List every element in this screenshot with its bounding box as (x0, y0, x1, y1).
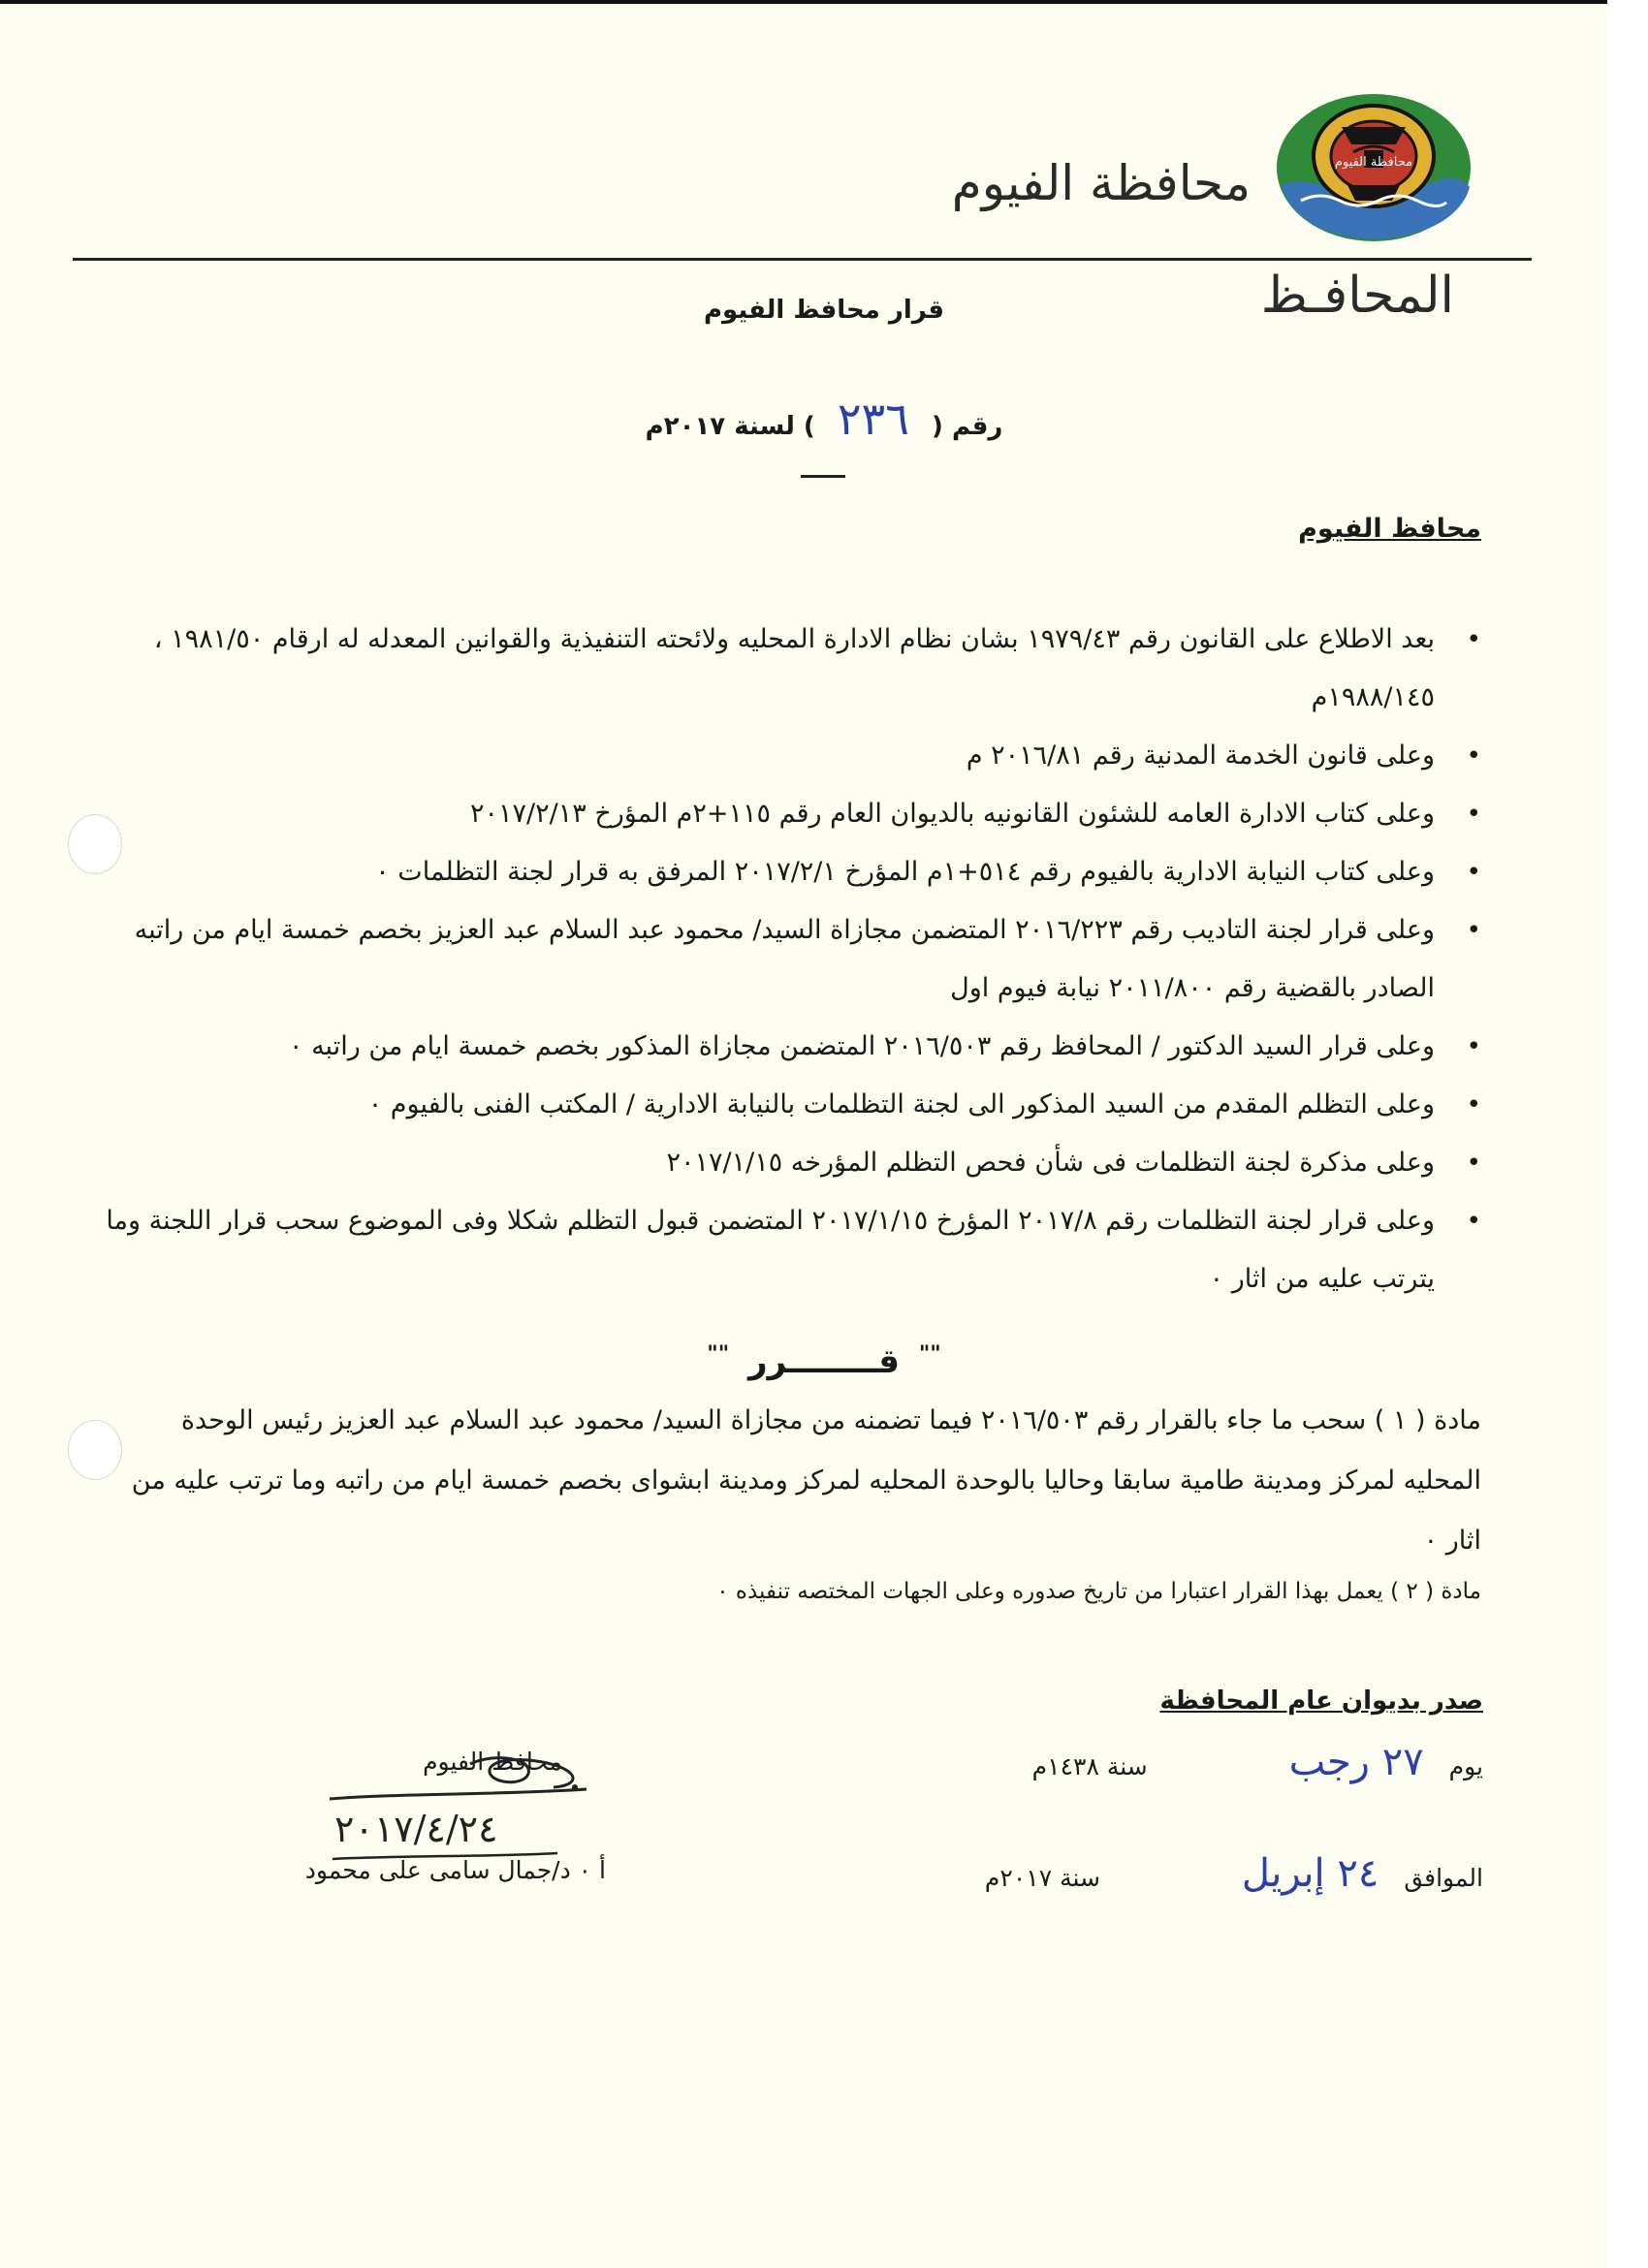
decree-number-line (0, 393, 1648, 445)
scan-margin (1607, 0, 1648, 2268)
consideration-item: • وعلى كتاب النيابة الادارية بالفيوم رقم ٥١٤+١م المؤرخ ٢٠١٧/٢/١ المرفق به قرار لجنة التظلمات ٠ (68, 843, 1435, 901)
signature-date-handwritten: ٢٠١٧/٤/٢٤ (334, 1808, 498, 1850)
header-divider (73, 258, 1532, 261)
signatory-title: محافظ الفيوم (423, 1748, 562, 1776)
gregorian-year: سنة ٢٠١٧م (984, 1864, 1100, 1892)
office-label: المحافـظ (1260, 267, 1454, 325)
page-top-edge (0, 0, 1648, 4)
decree-number-prefix: رقم ( (932, 412, 1003, 441)
gregorian-date-line (985, 1851, 1483, 1896)
consideration-item: • وعلى قرار لجنة التظلمات رقم ٢٠١٧/٨ المؤرخ ٢٠١٧/١/١٥ المتضمن قبول التظلم شكلا وفى الموضوع سحب قرار اللجنة وما يترتب عليه من اثار ٠ (68, 1192, 1435, 1308)
consideration-item: • وعلى مذكرة لجنة التظلمات فى شأن فحص التظلم المؤرخه ٢٠١٧/١/١٥ (68, 1134, 1435, 1192)
decided-heading (0, 1342, 1648, 1381)
consideration-item: • وعلى قرار السيد الدكتور / المحافظ رقم ٢٠١٦/٥٠٣ المتضمن مجازاة المذكور بخصم خمسة ايام من راتبه ٠ (68, 1018, 1435, 1076)
decree-number-handwritten: ٢٣٦ (837, 393, 909, 445)
consideration-item: • وعلى قانون الخدمة المدنية رقم ٢٠١٦/٨١ م (68, 727, 1435, 785)
governorate-emblem-logo (1272, 92, 1475, 242)
hijri-day-label: يوم (1448, 1752, 1483, 1780)
decree-number-suffix: ) لسنة ٢٠١٧م (645, 412, 815, 441)
governorate-name: محافظة الفيوم (951, 155, 1251, 211)
article-1: مادة ( ١ ) سحب ما جاء بالقرار رقم ٢٠١٦/٥٠٣ فيما تضمنه من مجازاة السيد/ محمود عبد السلام عبد العزيز رئيس الوحدة المحليه لمركز ومدينة طامية سابقا وحاليا بالوحدة المحليه لمركز ومدينة ابشواى بخصم خمسة ايام من راتبه وما ترتب عليه من اثار ٠ (131, 1405, 1481, 1556)
gregorian-label: الموافق (1404, 1864, 1483, 1892)
consideration-item: • بعد الاطلاع على القانون رقم ١٩٧٩/٤٣ بشان نظام الادارة المحليه ولائحته التنفيذية والقوانين المعدله له ارقام ١٩٨١/٥٠ ، ١٩٨٨/١٤٥م (68, 611, 1435, 727)
gregorian-day-handwritten: ٢٤ إبريل (1241, 1851, 1379, 1896)
decree-issuer: محافظ الفيوم (1298, 514, 1481, 544)
decided-word: قــــــــرر (748, 1342, 900, 1381)
number-underline-dash (801, 475, 845, 478)
quote-open: "" (918, 1342, 941, 1367)
quote-close: "" (707, 1342, 730, 1367)
consideration-item: • وعلى كتاب الادارة العامه للشئون القانونيه بالديوان العام رقم ١١٥+٢م المؤرخ ٢٠١٧/٢/١٣ (68, 785, 1435, 843)
considerations-list (68, 611, 1435, 1308)
hijri-date-line (1032, 1740, 1483, 1784)
signatory-name: أ ٠ د/جمال سامى على محمود (304, 1856, 606, 1884)
logo-label: محافظة الفيوم (1334, 155, 1413, 170)
issued-at-label: صدر بديوان عام المحافظة (1159, 1686, 1483, 1716)
consideration-item: • وعلى قرار لجنة التاديب رقم ٢٠١٦/٢٢٣ المتضمن مجازاة السيد/ محمود عبد السلام عبد العزيز بخصم خمسة ايام من راتبه الصادر بالقضية رقم ٢٠١١/٨٠٠ نيابة فيوم اول (68, 901, 1435, 1018)
article-2: مادة ( ٢ ) يعمل بهذا القرار اعتبارا من تاريخ صدوره وعلى الجهات المختصه تنفيذه ٠ (716, 1579, 1481, 1604)
consideration-item: • وعلى التظلم المقدم من السيد المذكور الى لجنة التظلمات بالنيابة الادارية / المكتب الفنى بالفيوم ٠ (68, 1076, 1435, 1134)
hijri-year: سنة ١٤٣٨م (1031, 1752, 1148, 1780)
hijri-day-handwritten: ٢٧ رجب (1288, 1740, 1424, 1784)
decree-title: قرار محافظ الفيوم (703, 296, 944, 325)
